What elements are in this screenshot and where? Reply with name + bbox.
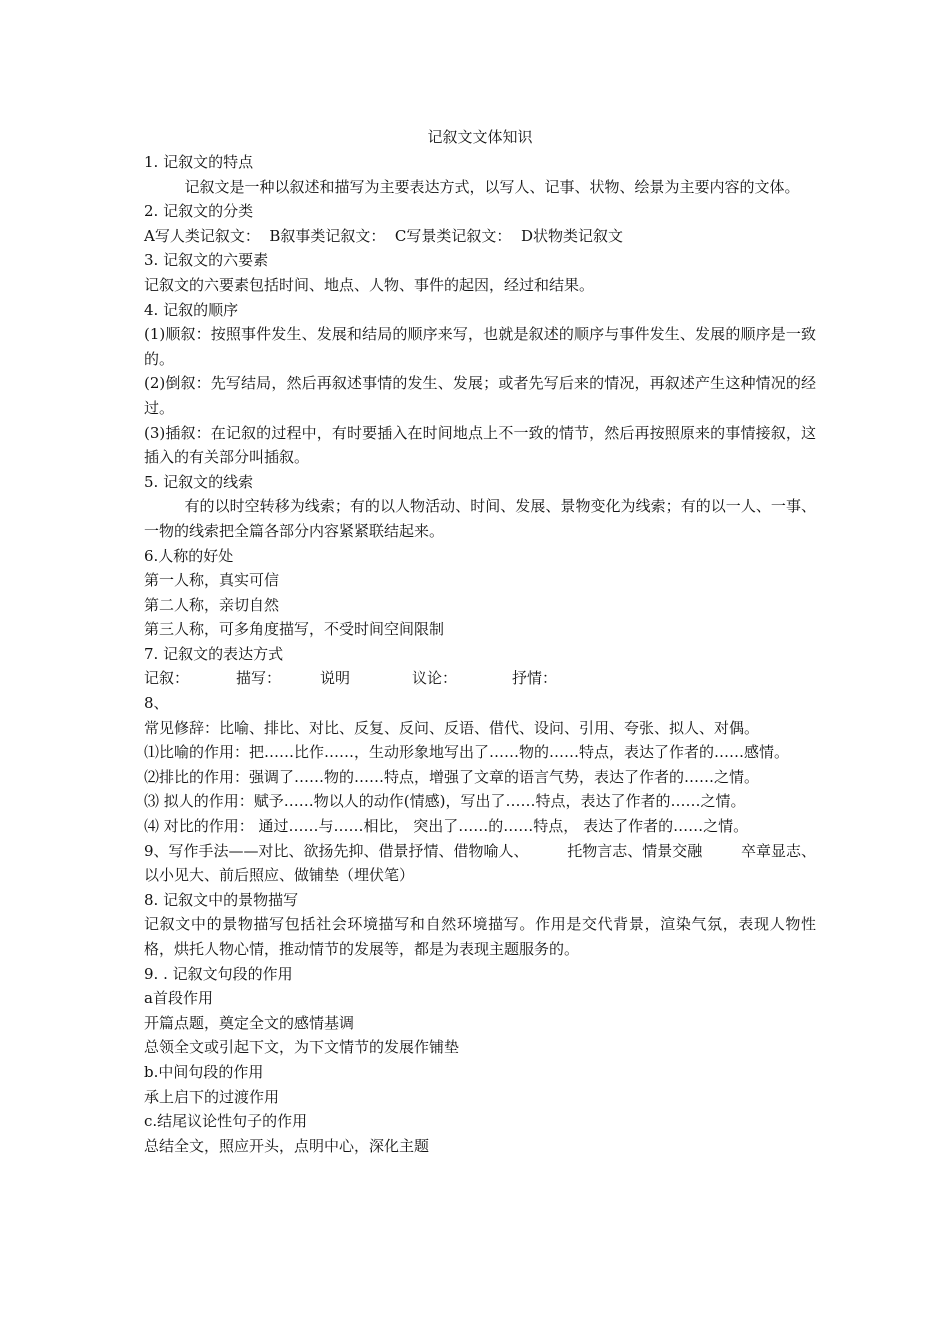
section-6-item: 第三人称，可多角度描写，不受时间空间限制 [144,620,445,639]
section-6-item: 第一人称，真实可信 [144,571,280,590]
method-explanation: 说明 [320,669,351,688]
method-lyric: 抒情： [512,669,558,688]
rhetoric-item: ⑶ 拟人的作用：赋予……物以人的动作(情感)，写出了……特点，表达了作者的……之情。 [144,792,746,811]
middle-paragraph-item: 承上启下的过渡作用 [144,1087,280,1106]
section-5-body: 有的以时空转移为线索；有的以人物活动、时间、发展、景物变化为线索；有的以一人、一事、一物的线索把全篇各部分内容紧紧联结起来。 [144,497,816,540]
writing-techniques-line [144,839,816,864]
rhetoric-item: ⑴比喻的作用：把……比作……，生动形象地写出了……物的……特点，表达了作者的……感情。 [144,743,790,762]
section-4-item: (1)顺叙：按照事件发生、发展和结局的顺序来写，也就是叙述的顺序与事件发生、发展的顺序是一致的。 [144,325,816,368]
section-2-heading: 2. 记叙文的分类 [144,202,254,221]
writing-techniques-part: 9、写作手法——对比、欲扬先抑、借景抒情、借物喻人、 [144,841,529,860]
paragraph-role-heading: 9. . 记叙文句段的作用 [144,964,293,983]
section-1-body: 记叙文是一种以叙述和描写为主要表达方式，以写人、记事、状物、绘景为主要内容的文体。 [184,177,800,196]
first-paragraph-heading: a首段作用 [144,989,213,1008]
section-7-heading: 7. 记叙文的表达方式 [144,644,284,663]
ending-paragraph-item: 总结全文，照应开头，点明中心，深化主题 [144,1136,430,1155]
section-6-heading: 6.人称的好处 [144,546,234,565]
document-title: 记叙文文体知识 [427,128,533,146]
method-description: 描写： [236,669,282,688]
ending-paragraph-heading: c.结尾议论性句子的作用 [144,1112,308,1131]
section-2-body: A写人类记叙文： B叙事类记叙文： C写景类记叙文： D状物类记叙文 [144,226,623,245]
section-3-body: 记叙文的六要素包括时间、地点、人物、事件的起因，经过和结果。 [144,275,595,294]
rhetoric-item: ⑵排比的作用：强调了……物的……特点，增强了文章的语言气势，表达了作者的……之情。 [144,767,760,786]
document-page [144,125,816,1158]
middle-paragraph-heading: b.中间句段的作用 [144,1062,264,1081]
section-8-heading: 8、 [144,694,169,713]
rhetoric-intro: 常见修辞：比喻、排比、对比、反复、反问、反语、借代、设问、引用、夸张、拟人、对偶。 [144,718,760,737]
section-4-heading: 4. 记叙的顺序 [144,300,239,319]
section-5-heading: 5. 记叙文的线索 [144,472,254,491]
expression-methods-row [144,666,816,691]
section-3-heading: 3. 记叙文的六要素 [144,251,269,270]
method-argument: 议论： [412,669,458,688]
section-6-item: 第二人称，亲切自然 [144,595,280,614]
method-narration: 记叙： [144,669,190,688]
rhetoric-item: ⑷ 对比的作用： 通过……与……相比， 突出了……的……特点， 表达了作者的……之情。 [144,817,749,836]
writing-techniques-part: 卒章显志、 [740,841,816,860]
first-paragraph-item: 开篇点题，奠定全文的感情基调 [144,1013,355,1032]
section-1-heading: 1. 记叙文的特点 [144,153,254,171]
scenery-heading: 8. 记叙文中的景物描写 [144,890,299,909]
scenery-body: 记叙文中的景物描写包括社会环境描写和自然环境描写。作用是交代背景，渲染气氛，表现人物性格，烘托人物心情，推动情节的发展等，都是为表现主题服务的。 [144,915,816,958]
writing-techniques-line-2: 以小见大、前后照应、做铺垫（埋伏笔） [144,866,415,885]
section-4-item: (3)插叙：在记叙的过程中，有时要插入在时间地点上不一致的情节，然后再按照原来的事情接叙，这插入的有关部分叫插叙。 [144,423,816,467]
writing-techniques-part: 托物言志、情景交融 [567,841,703,860]
first-paragraph-item: 总领全文或引起下文，为下文情节的发展作铺垫 [144,1038,460,1057]
section-4-item: (2)倒叙：先写结局，然后再叙述事情的发生、发展；或者先写后来的情况，再叙述产生这种情况的经过。 [144,374,816,417]
